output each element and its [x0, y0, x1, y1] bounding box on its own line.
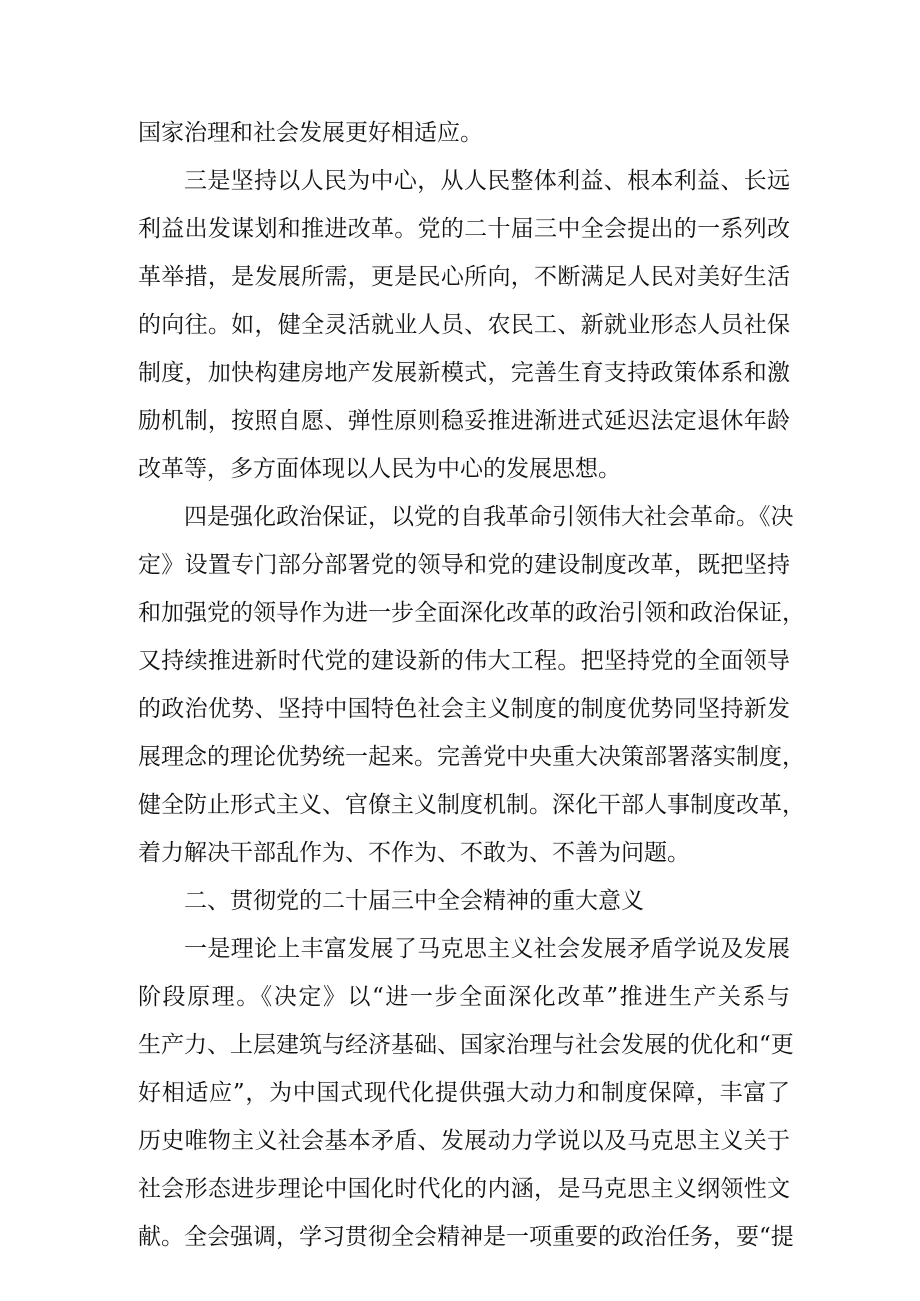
text-line: 历史唯物主义社会基本矛盾、发展动力学说以及马克思主义关于 — [138, 1128, 790, 1154]
text-line: 献。全会强调，学习贯彻全会精神是一项重要的政治任务，要“提 — [138, 1224, 794, 1250]
text-line: 好相适应”，为中国式现代化提供强大动力和制度保障，丰富了 — [138, 1080, 790, 1106]
text-line: 的向往。如，健全灵活就业人员、农民工、新就业形态人员社保 — [138, 312, 790, 338]
text-line: 健全防止形式主义、官僚主义制度机制。深化干部人事制度改革， — [138, 792, 805, 818]
paragraph-start-line: 三是坚持以人民为中心，从人民整体利益、根本利益、长远 — [184, 168, 790, 194]
text-line: 生产力、上层建筑与经济基础、国家治理与社会发展的优化和“更 — [138, 1032, 794, 1058]
text-line: 励机制，按照自愿、弹性原则稳妥推进渐进式延迟法定退休年龄 — [138, 408, 790, 434]
text-line: 着力解决干部乱作为、不作为、不敢为、不善为问题。 — [138, 840, 690, 866]
paragraph-start-line: 四是强化政治保证，以党的自我革命引领伟大社会革命。《决 — [184, 504, 794, 530]
text-line: 的政治优势、坚持中国特色社会主义制度的制度优势同坚持新发 — [138, 696, 790, 722]
text-line: 展理念的理论优势统一起来。完善党中央重大决策部署落实制度， — [138, 744, 805, 770]
text-line: 制度，加快构建房地产发展新模式，完善生育支持政策体系和激 — [138, 360, 790, 386]
text-line: 和加强党的领导作为进一步全面深化改革的政治引领和政治保证， — [138, 600, 805, 626]
text-line: 阶段原理。《决定》以“进一步全面深化改革”推进生产关系与 — [138, 984, 790, 1010]
text-line: 革举措，是发展所需，更是民心所向，不断满足人民对美好生活 — [138, 264, 790, 290]
text-line: 又持续推进新时代党的建设新的伟大工程。把坚持党的全面领导 — [138, 648, 790, 674]
section-heading: 二、贯彻党的二十届三中全会精神的重大意义 — [184, 888, 644, 914]
text-line: 改革等，多方面体现以人民为中心的发展思想。 — [138, 456, 621, 482]
paragraph-start-line: 一是理论上丰富发展了马克思主义社会发展矛盾学说及发展 — [184, 936, 790, 962]
text-line: 国家治理和社会发展更好相适应。 — [138, 120, 483, 146]
text-line: 社会形态进步理论中国化时代化的内涵，是马克思主义纲领性文 — [138, 1176, 790, 1202]
text-line: 利益出发谋划和推进改革。党的二十届三中全会提出的一系列改 — [138, 216, 790, 242]
text-line: 定》设置专门部分部署党的领导和党的建设制度改革，既把坚持 — [138, 552, 790, 578]
